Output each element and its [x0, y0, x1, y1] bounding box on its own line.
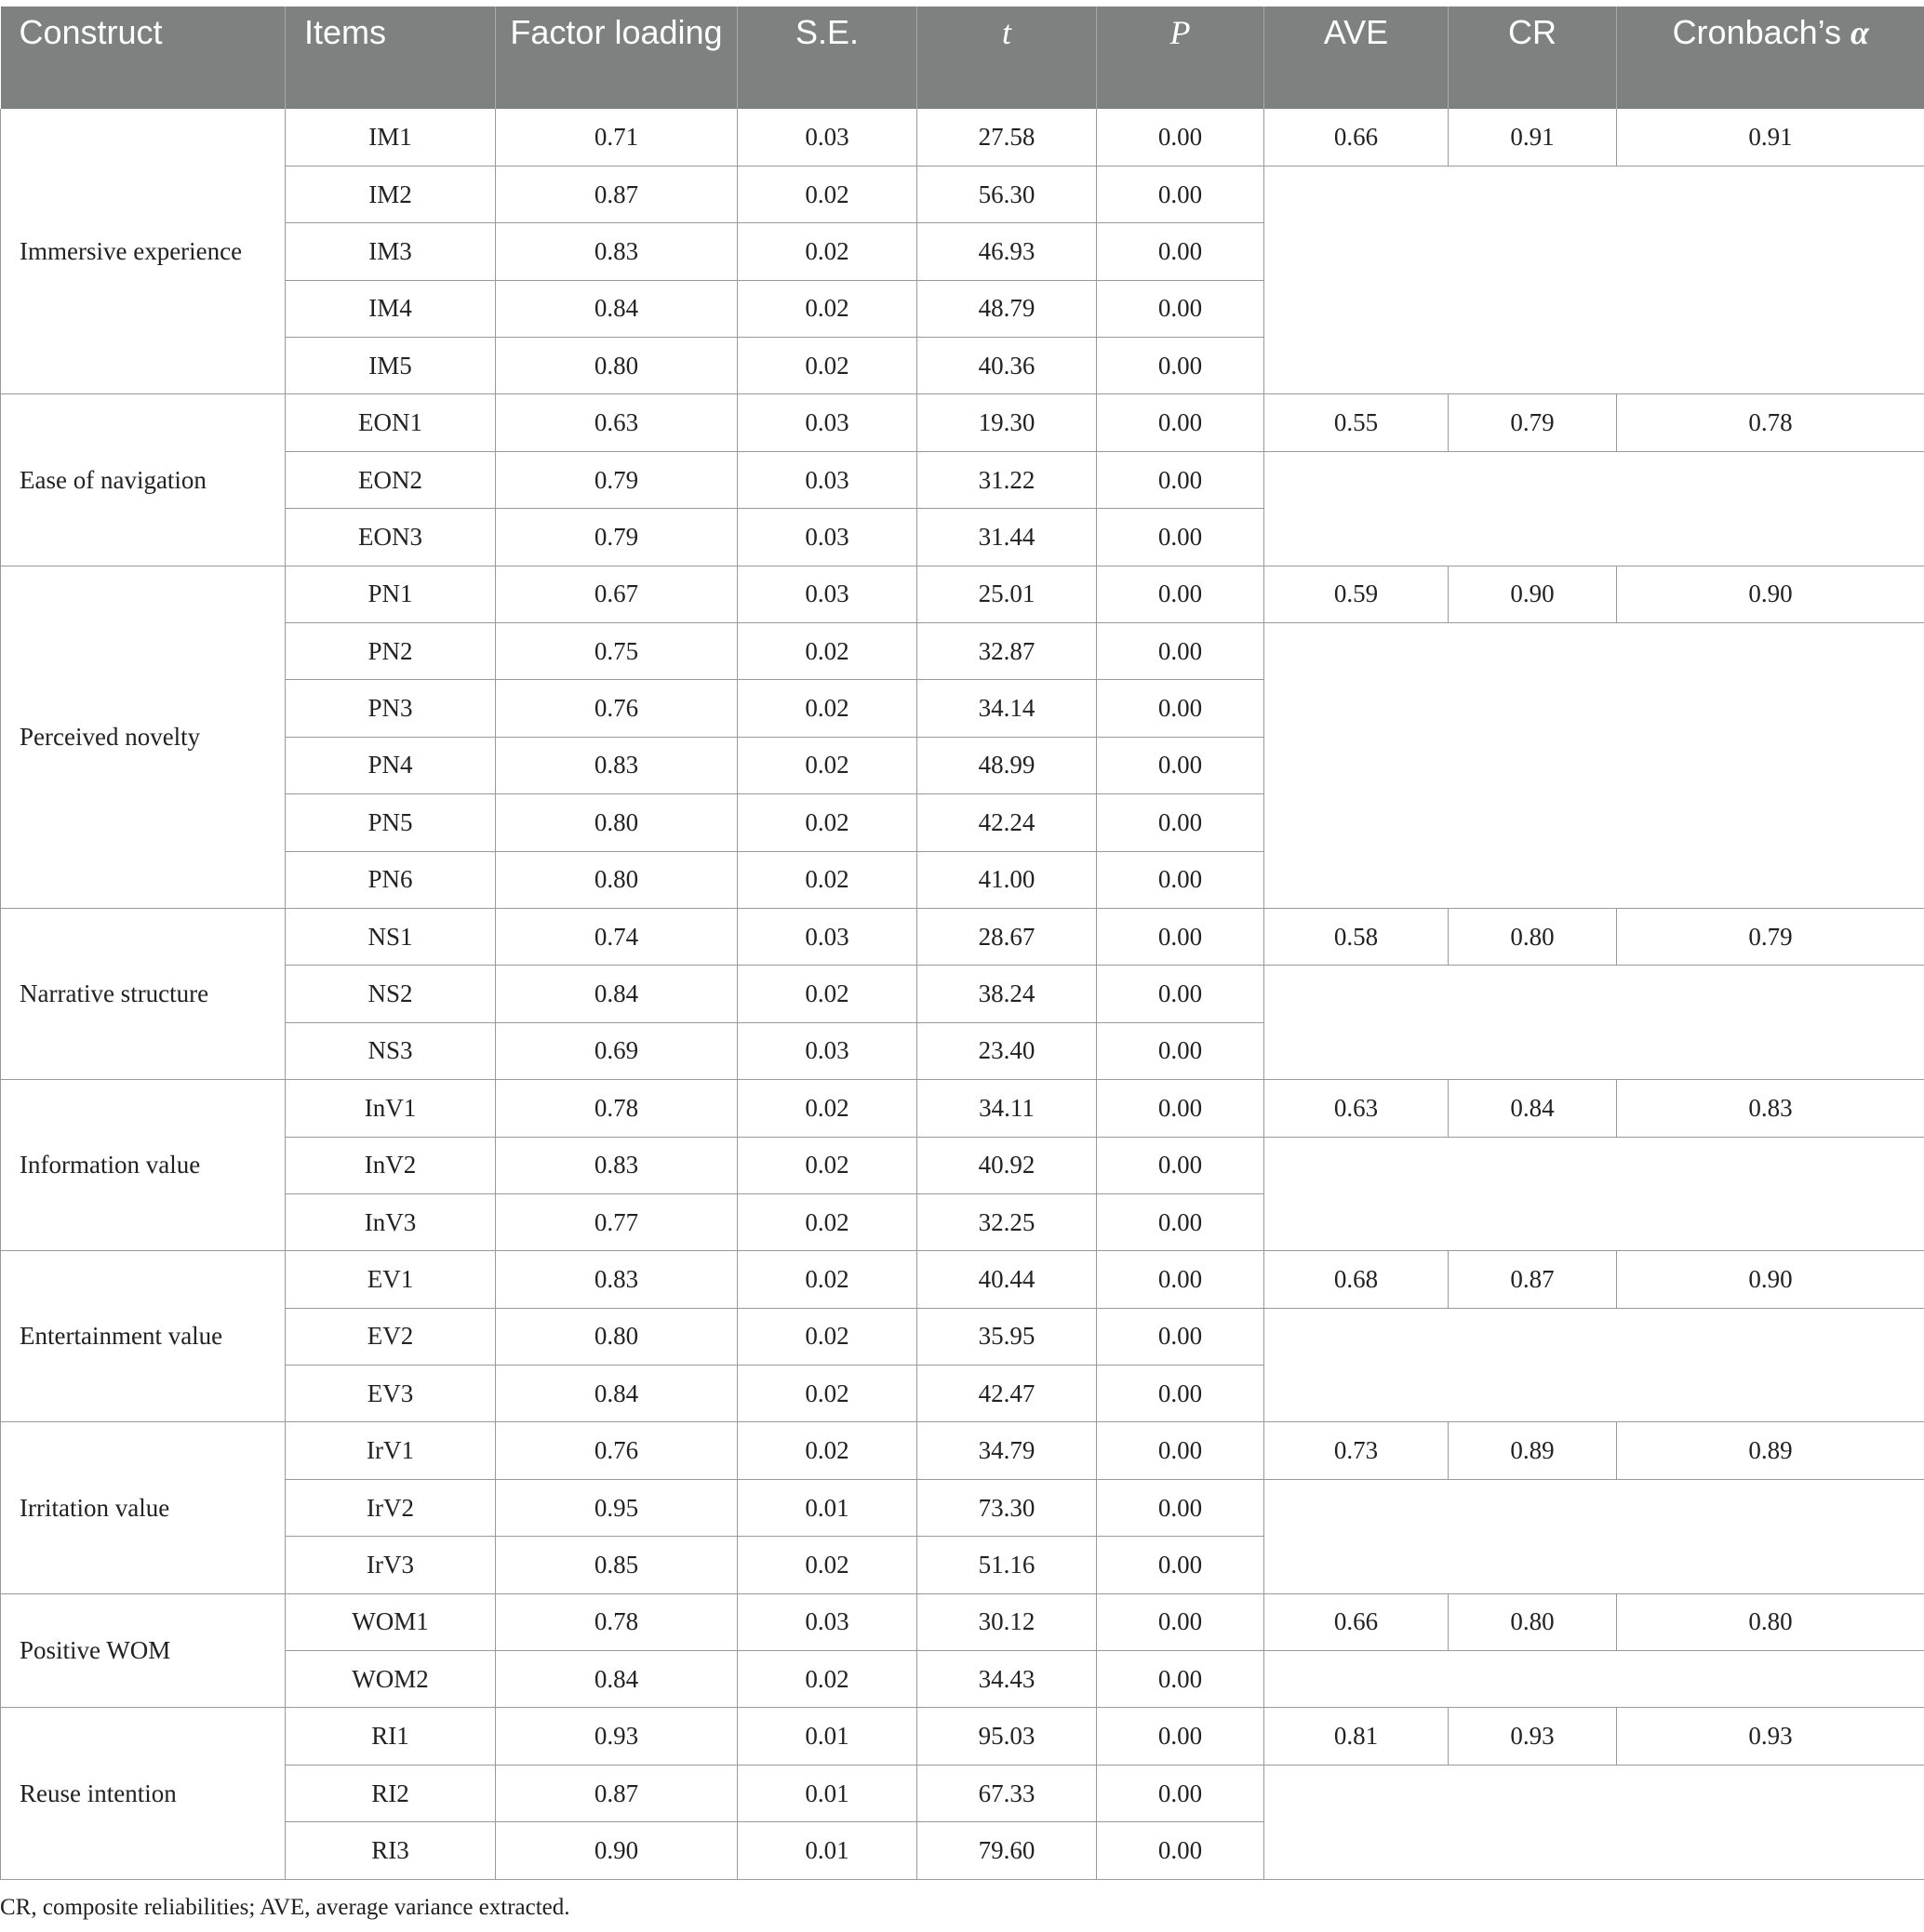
t-cell: 27.58	[917, 109, 1097, 166]
construct-cell: Immersive experience	[1, 109, 286, 394]
ave-cell: 0.55	[1264, 394, 1449, 451]
se-cell: 0.02	[738, 1193, 917, 1250]
table-footnote: CR, composite reliabilities; AVE, average variance extracted.	[0, 1895, 570, 1920]
factor-loading-cell: 0.80	[496, 338, 738, 394]
factor-loading-cell: 0.93	[496, 1708, 738, 1765]
item-cell: IrV1	[286, 1422, 496, 1479]
t-cell: 28.67	[917, 908, 1097, 965]
item-cell: InV1	[286, 1080, 496, 1137]
header-cronbach-text: Cronbach’s	[1672, 13, 1851, 51]
cronbach-alpha-cell: 0.90	[1617, 1251, 1924, 1308]
table-header	[1, 7, 1924, 109]
se-cell: 0.02	[738, 680, 917, 737]
reliability-table	[0, 7, 1924, 1880]
se-cell: 0.02	[738, 1080, 917, 1137]
t-cell: 42.24	[917, 794, 1097, 851]
se-cell: 0.02	[738, 166, 917, 222]
p-cell: 0.00	[1097, 1765, 1264, 1821]
item-cell: NS2	[286, 966, 496, 1022]
cronbach-alpha-cell: 0.93	[1617, 1708, 1924, 1765]
cronbach-alpha-cell: 0.78	[1617, 394, 1924, 451]
item-cell: IM3	[286, 223, 496, 280]
p-cell: 0.00	[1097, 566, 1264, 622]
table-row	[1, 1651, 1924, 1708]
item-cell: EV2	[286, 1308, 496, 1365]
t-cell: 48.79	[917, 280, 1097, 337]
header-cronbach	[1617, 7, 1924, 109]
table-row	[1, 623, 1924, 680]
empty-cell	[1264, 966, 1924, 1080]
empty-cell	[1264, 1765, 1924, 1879]
factor-loading-cell: 0.78	[496, 1080, 738, 1137]
construct-cell: Perceived novelty	[1, 566, 286, 908]
cr-cell: 0.93	[1449, 1708, 1617, 1765]
t-cell: 41.00	[917, 851, 1097, 908]
table-row	[1, 166, 1924, 222]
p-cell: 0.00	[1097, 851, 1264, 908]
item-cell: NS3	[286, 1022, 496, 1079]
p-cell: 0.00	[1097, 1537, 1264, 1593]
factor-loading-cell: 0.78	[496, 1593, 738, 1650]
item-cell: RI2	[286, 1765, 496, 1821]
table-container	[0, 7, 1924, 1880]
t-cell: 38.24	[917, 966, 1097, 1022]
t-cell: 40.44	[917, 1251, 1097, 1308]
construct-cell: Information value	[1, 1080, 286, 1251]
table-row	[1, 451, 1924, 508]
ave-cell: 0.63	[1264, 1080, 1449, 1137]
t-cell: 35.95	[917, 1308, 1097, 1365]
table-row	[1, 966, 1924, 1022]
factor-loading-cell: 0.75	[496, 623, 738, 680]
item-cell: IrV2	[286, 1479, 496, 1536]
se-cell: 0.03	[738, 109, 917, 166]
se-cell: 0.03	[738, 1593, 917, 1650]
table-row	[1, 1080, 1924, 1137]
t-cell: 32.25	[917, 1193, 1097, 1250]
factor-loading-cell: 0.83	[496, 1137, 738, 1193]
p-cell: 0.00	[1097, 1137, 1264, 1193]
t-cell: 79.60	[917, 1822, 1097, 1879]
cr-cell: 0.89	[1449, 1422, 1617, 1479]
item-cell: IM1	[286, 109, 496, 166]
p-cell: 0.00	[1097, 280, 1264, 337]
header-cronbach-symbol: α	[1851, 14, 1869, 51]
t-cell: 32.87	[917, 623, 1097, 680]
header-p: P	[1097, 7, 1264, 109]
se-cell: 0.02	[738, 1537, 917, 1593]
t-cell: 25.01	[917, 566, 1097, 622]
se-cell: 0.01	[738, 1479, 917, 1536]
ave-cell: 0.59	[1264, 566, 1449, 622]
table-row	[1, 1593, 1924, 1650]
p-cell: 0.00	[1097, 509, 1264, 566]
t-cell: 40.92	[917, 1137, 1097, 1193]
se-cell: 0.03	[738, 566, 917, 622]
factor-loading-cell: 0.71	[496, 109, 738, 166]
se-cell: 0.03	[738, 509, 917, 566]
p-cell: 0.00	[1097, 1822, 1264, 1879]
t-cell: 42.47	[917, 1366, 1097, 1422]
item-cell: PN2	[286, 623, 496, 680]
item-cell: PN1	[286, 566, 496, 622]
empty-cell	[1264, 1651, 1924, 1708]
se-cell: 0.01	[738, 1708, 917, 1765]
table-row	[1, 908, 1924, 965]
item-cell: NS1	[286, 908, 496, 965]
table-row	[1, 1308, 1924, 1365]
empty-cell	[1264, 451, 1924, 566]
p-cell: 0.00	[1097, 1080, 1264, 1137]
t-cell: 34.14	[917, 680, 1097, 737]
p-cell: 0.00	[1097, 1422, 1264, 1479]
p-cell: 0.00	[1097, 338, 1264, 394]
ave-cell: 0.66	[1264, 1593, 1449, 1650]
table-row	[1, 109, 1924, 166]
se-cell: 0.02	[738, 223, 917, 280]
item-cell: IrV3	[286, 1537, 496, 1593]
t-cell: 48.99	[917, 737, 1097, 793]
factor-loading-cell: 0.79	[496, 509, 738, 566]
p-cell: 0.00	[1097, 166, 1264, 222]
cr-cell: 0.80	[1449, 908, 1617, 965]
factor-loading-cell: 0.69	[496, 1022, 738, 1079]
item-cell: InV3	[286, 1193, 496, 1250]
cronbach-alpha-cell: 0.80	[1617, 1593, 1924, 1650]
se-cell: 0.02	[738, 794, 917, 851]
p-cell: 0.00	[1097, 1193, 1264, 1250]
empty-cell	[1264, 1479, 1924, 1593]
p-cell: 0.00	[1097, 794, 1264, 851]
p-cell: 0.00	[1097, 223, 1264, 280]
factor-loading-cell: 0.85	[496, 1537, 738, 1593]
se-cell: 0.01	[738, 1822, 917, 1879]
t-cell: 34.79	[917, 1422, 1097, 1479]
factor-loading-cell: 0.80	[496, 794, 738, 851]
t-cell: 19.30	[917, 394, 1097, 451]
header-factor-loading: Factor loading	[496, 7, 738, 109]
factor-loading-cell: 0.80	[496, 1308, 738, 1365]
se-cell: 0.02	[738, 1422, 917, 1479]
header-t: t	[917, 7, 1097, 109]
item-cell: IM4	[286, 280, 496, 337]
factor-loading-cell: 0.67	[496, 566, 738, 622]
t-cell: 40.36	[917, 338, 1097, 394]
construct-cell: Entertainment value	[1, 1251, 286, 1422]
factor-loading-cell: 0.79	[496, 451, 738, 508]
item-cell: PN5	[286, 794, 496, 851]
header-construct: Construct	[1, 7, 286, 109]
p-cell: 0.00	[1097, 908, 1264, 965]
se-cell: 0.03	[738, 394, 917, 451]
se-cell: 0.02	[738, 1366, 917, 1422]
p-cell: 0.00	[1097, 1708, 1264, 1765]
factor-loading-cell: 0.77	[496, 1193, 738, 1250]
ave-cell: 0.68	[1264, 1251, 1449, 1308]
se-cell: 0.02	[738, 1308, 917, 1365]
item-cell: PN3	[286, 680, 496, 737]
se-cell: 0.01	[738, 1765, 917, 1821]
item-cell: WOM2	[286, 1651, 496, 1708]
table-row	[1, 1251, 1924, 1308]
factor-loading-cell: 0.83	[496, 223, 738, 280]
factor-loading-cell: 0.63	[496, 394, 738, 451]
t-cell: 31.22	[917, 451, 1097, 508]
header-items: Items	[286, 7, 496, 109]
t-cell: 34.11	[917, 1080, 1097, 1137]
factor-loading-cell: 0.87	[496, 1765, 738, 1821]
t-cell: 30.12	[917, 1593, 1097, 1650]
p-cell: 0.00	[1097, 394, 1264, 451]
factor-loading-cell: 0.95	[496, 1479, 738, 1536]
factor-loading-cell: 0.80	[496, 851, 738, 908]
table-row	[1, 394, 1924, 451]
ave-cell: 0.81	[1264, 1708, 1449, 1765]
table-row	[1, 1479, 1924, 1536]
p-cell: 0.00	[1097, 1479, 1264, 1536]
cr-cell: 0.80	[1449, 1593, 1617, 1650]
se-cell: 0.02	[738, 280, 917, 337]
factor-loading-cell: 0.76	[496, 680, 738, 737]
construct-cell: Positive WOM	[1, 1593, 286, 1708]
factor-loading-cell: 0.84	[496, 966, 738, 1022]
se-cell: 0.02	[738, 1251, 917, 1308]
t-cell: 95.03	[917, 1708, 1097, 1765]
se-cell: 0.03	[738, 908, 917, 965]
se-cell: 0.02	[738, 1137, 917, 1193]
p-cell: 0.00	[1097, 1251, 1264, 1308]
t-cell: 46.93	[917, 223, 1097, 280]
se-cell: 0.02	[738, 737, 917, 793]
p-cell: 0.00	[1097, 109, 1264, 166]
p-cell: 0.00	[1097, 1651, 1264, 1708]
t-cell: 51.16	[917, 1537, 1097, 1593]
item-cell: EV1	[286, 1251, 496, 1308]
p-cell: 0.00	[1097, 1366, 1264, 1422]
t-cell: 67.33	[917, 1765, 1097, 1821]
t-cell: 23.40	[917, 1022, 1097, 1079]
item-cell: RI3	[286, 1822, 496, 1879]
item-cell: WOM1	[286, 1593, 496, 1650]
cronbach-alpha-cell: 0.90	[1617, 566, 1924, 622]
header-cr: CR	[1449, 7, 1617, 109]
p-cell: 0.00	[1097, 451, 1264, 508]
cronbach-alpha-cell: 0.91	[1617, 109, 1924, 166]
p-cell: 0.00	[1097, 737, 1264, 793]
table-row	[1, 1137, 1924, 1193]
item-cell: PN4	[286, 737, 496, 793]
construct-cell: Narrative structure	[1, 908, 286, 1079]
factor-loading-cell: 0.74	[496, 908, 738, 965]
p-cell: 0.00	[1097, 966, 1264, 1022]
empty-cell	[1264, 1308, 1924, 1422]
p-cell: 0.00	[1097, 1308, 1264, 1365]
item-cell: EV3	[286, 1366, 496, 1422]
se-cell: 0.03	[738, 1022, 917, 1079]
item-cell: EON2	[286, 451, 496, 508]
item-cell: IM5	[286, 338, 496, 394]
t-cell: 56.30	[917, 166, 1097, 222]
ave-cell: 0.66	[1264, 109, 1449, 166]
p-cell: 0.00	[1097, 1593, 1264, 1650]
ave-cell: 0.73	[1264, 1422, 1449, 1479]
table-row	[1, 1422, 1924, 1479]
header-ave: AVE	[1264, 7, 1449, 109]
table-row	[1, 566, 1924, 622]
empty-cell	[1264, 1137, 1924, 1251]
factor-loading-cell: 0.87	[496, 166, 738, 222]
ave-cell: 0.58	[1264, 908, 1449, 965]
cr-cell: 0.91	[1449, 109, 1617, 166]
factor-loading-cell: 0.83	[496, 1251, 738, 1308]
construct-cell: Irritation value	[1, 1422, 286, 1593]
se-cell: 0.02	[738, 338, 917, 394]
item-cell: InV2	[286, 1137, 496, 1193]
construct-cell: Reuse intention	[1, 1708, 286, 1879]
cronbach-alpha-cell: 0.89	[1617, 1422, 1924, 1479]
cr-cell: 0.79	[1449, 394, 1617, 451]
t-cell: 31.44	[917, 509, 1097, 566]
item-cell: EON1	[286, 394, 496, 451]
cr-cell: 0.87	[1449, 1251, 1617, 1308]
se-cell: 0.02	[738, 851, 917, 908]
factor-loading-cell: 0.76	[496, 1422, 738, 1479]
p-cell: 0.00	[1097, 1022, 1264, 1079]
construct-cell: Ease of navigation	[1, 394, 286, 566]
factor-loading-cell: 0.84	[496, 1366, 738, 1422]
empty-cell	[1264, 166, 1924, 394]
item-cell: EON3	[286, 509, 496, 566]
p-cell: 0.00	[1097, 680, 1264, 737]
factor-loading-cell: 0.84	[496, 1651, 738, 1708]
cronbach-alpha-cell: 0.83	[1617, 1080, 1924, 1137]
table-row	[1, 1765, 1924, 1821]
header-se: S.E.	[738, 7, 917, 109]
cr-cell: 0.90	[1449, 566, 1617, 622]
cr-cell: 0.84	[1449, 1080, 1617, 1137]
t-cell: 73.30	[917, 1479, 1097, 1536]
item-cell: IM2	[286, 166, 496, 222]
se-cell: 0.02	[738, 623, 917, 680]
table-body	[1, 109, 1924, 1879]
p-cell: 0.00	[1097, 623, 1264, 680]
se-cell: 0.02	[738, 1651, 917, 1708]
factor-loading-cell: 0.90	[496, 1822, 738, 1879]
item-cell: RI1	[286, 1708, 496, 1765]
t-cell: 34.43	[917, 1651, 1097, 1708]
empty-cell	[1264, 623, 1924, 909]
factor-loading-cell: 0.83	[496, 737, 738, 793]
item-cell: PN6	[286, 851, 496, 908]
factor-loading-cell: 0.84	[496, 280, 738, 337]
se-cell: 0.02	[738, 966, 917, 1022]
cronbach-alpha-cell: 0.79	[1617, 908, 1924, 965]
table-row	[1, 1708, 1924, 1765]
se-cell: 0.03	[738, 451, 917, 508]
